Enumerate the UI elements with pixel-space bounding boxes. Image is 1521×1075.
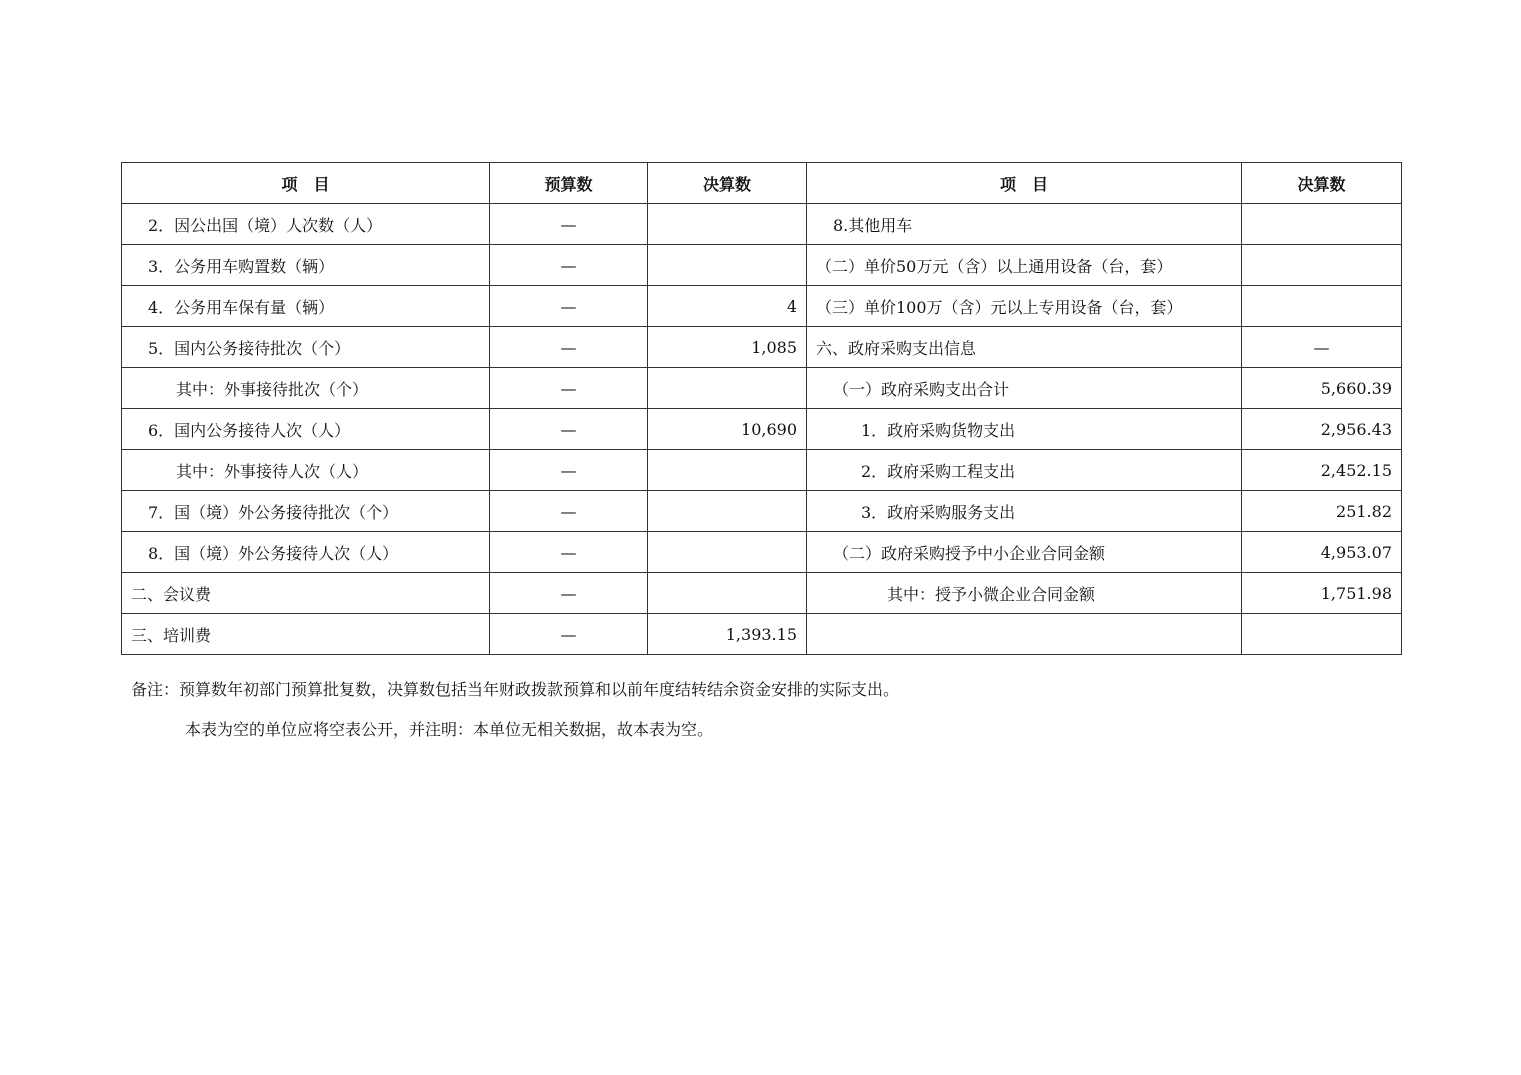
right-item: （二）单价50万元（含）以上通用设备（台，套） — [807, 245, 1242, 286]
left-section-heading: 二、会议费 — [122, 573, 490, 614]
left-item: 其中：外事接待人次（人） — [122, 450, 490, 491]
final-value — [648, 368, 807, 409]
table-row — [122, 286, 1402, 327]
right-item: （二）政府采购授予中小企业合同金额 — [807, 532, 1242, 573]
table-row — [122, 491, 1402, 532]
footnote-remark: 备注：预算数年初部门预算批复数，决算数包括当年财政拨款预算和以前年度结转结余资金安排的实际支出。 — [131, 680, 900, 699]
header-final-left: 决算数 — [648, 163, 807, 204]
right-final-value: 1,751.98 — [1242, 573, 1402, 614]
right-final-value — [1242, 286, 1402, 327]
table-row — [122, 573, 1402, 614]
right-final-value — [1242, 245, 1402, 286]
left-item: 其中：外事接待批次（个） — [122, 368, 490, 409]
right-item: 1．政府采购货物支出 — [807, 409, 1242, 450]
table-row — [122, 327, 1402, 368]
budget-value: — — [490, 409, 648, 450]
header-item-right: 项 目 — [807, 163, 1242, 204]
table-row — [122, 450, 1402, 491]
table-row — [122, 614, 1402, 655]
budget-value: — — [490, 614, 648, 655]
header-item-left: 项 目 — [122, 163, 490, 204]
budget-value: — — [490, 450, 648, 491]
budget-value: — — [490, 286, 648, 327]
budget-value: — — [490, 573, 648, 614]
right-final-value — [1242, 614, 1402, 655]
budget-value: — — [490, 368, 648, 409]
budget-value: — — [490, 245, 648, 286]
budget-value: — — [490, 491, 648, 532]
final-value — [648, 532, 807, 573]
final-value: 1,085 — [648, 327, 807, 368]
header-final-right: 决算数 — [1242, 163, 1402, 204]
left-section-heading: 三、培训费 — [122, 614, 490, 655]
table-row — [122, 532, 1402, 573]
right-item: 其中：授予小微企业合同金额 — [807, 573, 1242, 614]
right-final-value: — — [1242, 327, 1402, 368]
right-final-value — [1242, 204, 1402, 245]
final-value: 1,393.15 — [648, 614, 807, 655]
left-item: 3．公务用车购置数（辆） — [122, 245, 490, 286]
left-item: 8．国（境）外公务接待人次（人） — [122, 532, 490, 573]
right-item: 8.其他用车 — [807, 204, 1242, 245]
right-final-value: 5,660.39 — [1242, 368, 1402, 409]
table-row — [122, 204, 1402, 245]
right-item: 2．政府采购工程支出 — [807, 450, 1242, 491]
budget-value: — — [490, 532, 648, 573]
right-item: （一）政府采购支出合计 — [807, 368, 1242, 409]
final-value — [648, 204, 807, 245]
header-budget: 预算数 — [490, 163, 648, 204]
right-item: （三）单价100万（含）元以上专用设备（台，套） — [807, 286, 1242, 327]
right-final-value: 251.82 — [1242, 491, 1402, 532]
final-value: 10,690 — [648, 409, 807, 450]
final-value — [648, 491, 807, 532]
final-value — [648, 573, 807, 614]
right-item — [807, 614, 1242, 655]
left-item: 7．国（境）外公务接待批次（个） — [122, 491, 490, 532]
table-row — [122, 368, 1402, 409]
table-row — [122, 409, 1402, 450]
budget-value: — — [490, 327, 648, 368]
right-item: 3．政府采购服务支出 — [807, 491, 1242, 532]
right-final-value: 2,956.43 — [1242, 409, 1402, 450]
right-final-value: 2,452.15 — [1242, 450, 1402, 491]
budget-value: — — [490, 204, 648, 245]
left-item: 2．因公出国（境）人次数（人） — [122, 204, 490, 245]
expense-table — [121, 162, 1402, 655]
final-value: 4 — [648, 286, 807, 327]
right-final-value: 4,953.07 — [1242, 532, 1402, 573]
final-value — [648, 450, 807, 491]
table-row — [122, 245, 1402, 286]
footnote-empty-table-instruction: 本表为空的单位应将空表公开，并注明：本单位无相关数据，故本表为空。 — [185, 720, 714, 739]
left-item: 4．公务用车保有量（辆） — [122, 286, 490, 327]
table-header-row — [122, 163, 1402, 204]
left-item: 5．国内公务接待批次（个） — [122, 327, 490, 368]
right-section-heading: 六、政府采购支出信息 — [807, 327, 1242, 368]
final-value — [648, 245, 807, 286]
left-item: 6．国内公务接待人次（人） — [122, 409, 490, 450]
